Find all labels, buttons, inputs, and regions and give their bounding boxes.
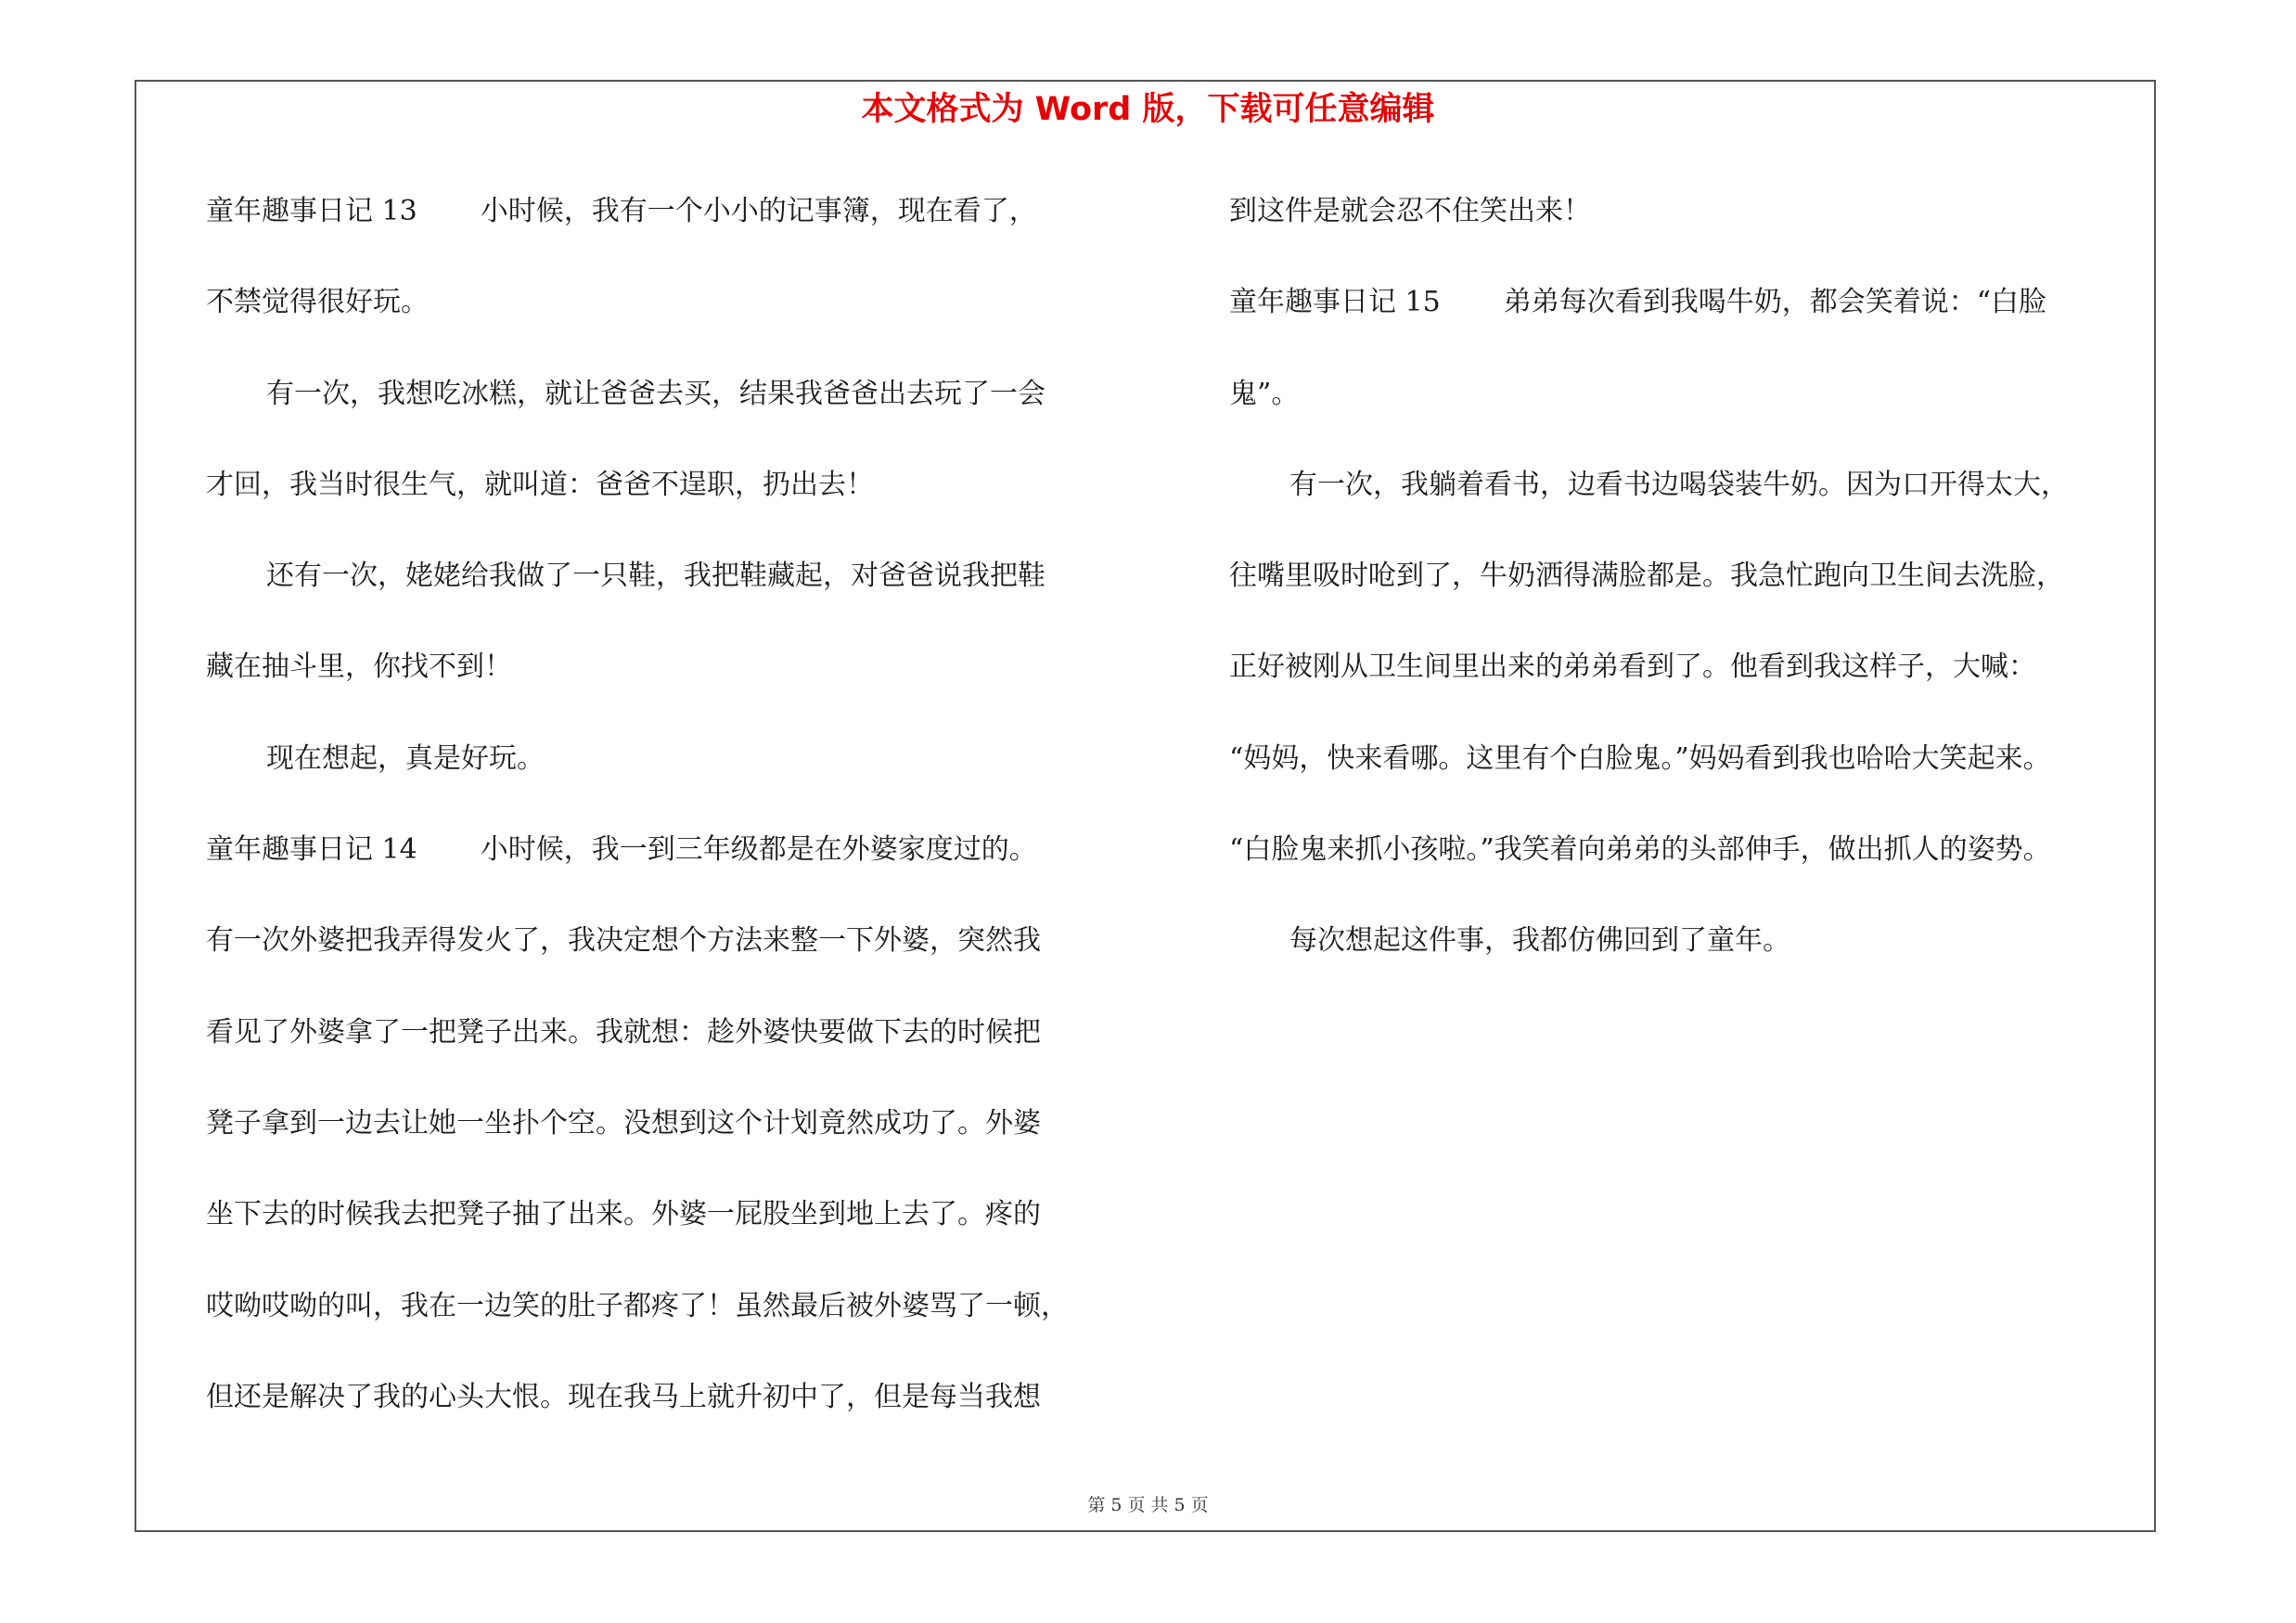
left-line-11: 凳子拿到一边去让她一坐扑个空。没想到这个计划竟然成功了。外婆 <box>206 1106 1041 1140</box>
left-column <box>206 187 1152 1464</box>
right-line-5: 往嘴里吸时呛到了，牛奶洒得满脸都是。我急忙跑向卫生间去洗脸， <box>1229 560 2064 593</box>
left-line-2: 不禁觉得很好玩。 <box>206 286 429 319</box>
body-text: 小时候，我有一个小小的记事簿，现在看了， <box>480 195 1037 227</box>
right-line-9: 每次想起这件事，我都仿佛回到了童年。 <box>1289 924 1790 958</box>
left-line-3: 有一次，我想吃冰糕，就让爸爸去买，结果我爸爸出去玩了一会 <box>266 377 1045 410</box>
left-line-13: 哎呦哎呦的叫，我在一边笑的肚子都疼了！虽然最后被外婆骂了一顿， <box>206 1289 1069 1322</box>
diary-title-15: 童年趣事日记 15 <box>1229 286 1441 319</box>
right-line-8: “白脸鬼来抓小孩啦。”我笑着向弟弟的头部伸手，做出抓人的姿势。 <box>1229 833 2051 867</box>
right-line-3: 鬼”。 <box>1229 377 1300 410</box>
left-line-1 <box>206 187 1152 278</box>
body-text: 弟弟每次看到我喝牛奶，都会笑着说：“白脸 <box>1503 286 2047 319</box>
right-line-7: “妈妈，快来看哪。这里有个白脸鬼。”妈妈看到我也哈哈大笑起来。 <box>1229 741 2051 775</box>
body-text: 小时候，我一到三年级都是在外婆家度过的。 <box>480 833 1037 867</box>
left-line-9: 有一次外婆把我弄得发火了，我决定想个方法来整一下外婆，突然我 <box>206 924 1041 958</box>
right-column <box>1229 187 2166 1009</box>
page-number: 第 5 页 共 5 页 <box>1087 1495 1209 1515</box>
right-line-6: 正好被刚从卫生间里出来的弟弟看到了。他看到我这样子，大喊： <box>1229 650 2036 684</box>
left-line-8 <box>206 826 1152 917</box>
diary-title-13: 童年趣事日记 13 <box>206 195 417 227</box>
right-line-1: 到这件是就会忍不住笑出来！ <box>1229 195 1591 227</box>
left-line-12: 坐下去的时候我去把凳子抽了出来。外婆一屁股坐到地上去了。疼的 <box>206 1198 1041 1231</box>
right-line-2 <box>1229 278 2166 369</box>
left-line-6: 藏在抽斗里，你找不到！ <box>206 650 512 684</box>
left-line-4: 才回，我当时很生气，就叫道：爸爸不逞职，扔出去！ <box>206 468 874 501</box>
word-format-banner: 本文格式为 Word 版，下载可任意编辑 <box>861 91 1435 128</box>
left-line-10: 看见了外婆拿了一把凳子出来。我就想：趁外婆快要做下去的时候把 <box>206 1015 1041 1049</box>
left-line-14: 但还是解决了我的心头大恨。现在我马上就升初中了，但是每当我想 <box>206 1380 1041 1413</box>
diary-title-14: 童年趣事日记 14 <box>206 833 417 867</box>
left-line-5: 还有一次，姥姥给我做了一只鞋，我把鞋藏起，对爸爸说我把鞋 <box>266 560 1045 593</box>
right-line-4: 有一次，我躺着看书，边看书边喝袋装牛奶。因为口开得太大， <box>1289 468 2069 501</box>
left-line-7: 现在想起，真是好玩。 <box>266 741 545 775</box>
